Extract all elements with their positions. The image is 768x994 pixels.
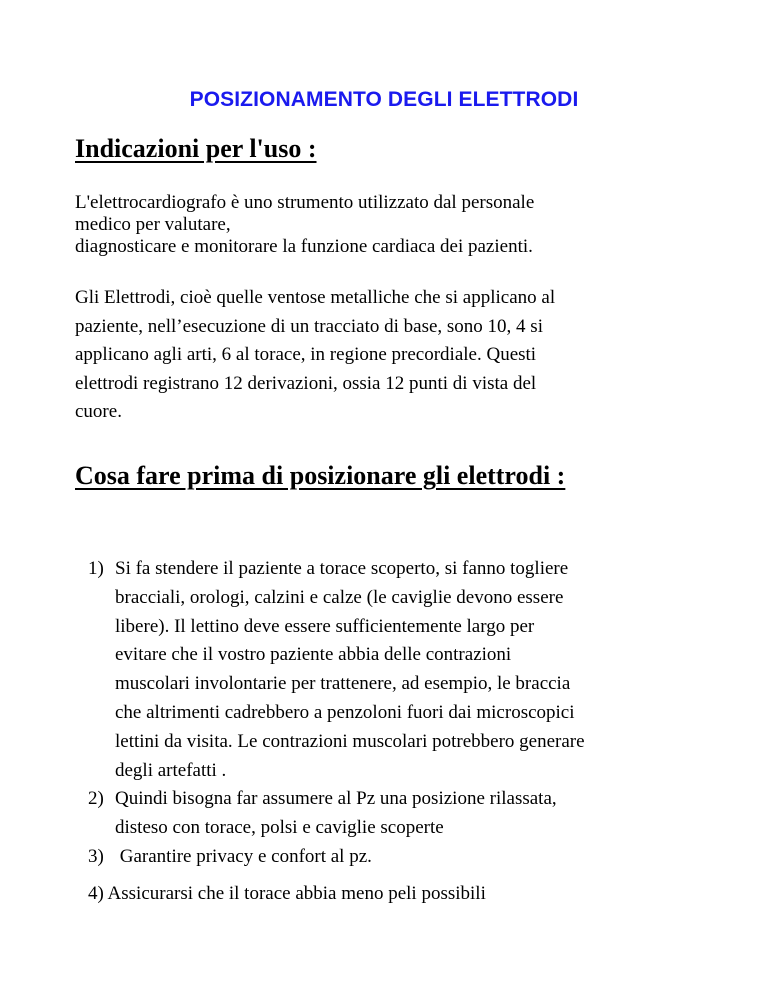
list-item-number: 3) — [88, 845, 104, 867]
list-item-line: Garantire privacy e confort al pz. — [115, 845, 372, 867]
list-item-number: 2) — [88, 788, 104, 810]
document-title: POSIZIONAMENTO DEGLI ELETTRODI — [189, 88, 579, 111]
list-item-line: che altrimenti cadrebbero a penzoloni fuori dai microscopici — [115, 701, 575, 723]
list-item-text: Assicurarsi che il torace abbia meno peli possibili — [103, 883, 486, 904]
list-item — [88, 843, 728, 872]
heading-cosa-fare: Cosa fare prima di posizionare gli elettrodi : — [75, 461, 566, 490]
intro-line: L'elettrocardiografo è uno strumento utilizzato dal personale — [75, 192, 535, 213]
elettrodi-line: paziente, nell’esecuzione di un tracciato di base, sono 10, 4 si — [75, 315, 543, 337]
intro-line: medico per valutare, — [75, 214, 231, 235]
list-item — [88, 785, 728, 843]
list-item — [88, 555, 728, 785]
list-item-line: Quindi bisogna far assumere al Pz una posizione rilassata, — [115, 788, 557, 810]
elettrodi-line: elettrodi registrano 12 derivazioni, ossia 12 punti di vista del — [75, 372, 537, 394]
list-item-line: libere). Il lettino deve essere sufficientemente largo per — [115, 615, 535, 637]
intro-paragraph — [75, 192, 715, 258]
list-item-4 — [88, 880, 486, 909]
elettrodi-paragraph — [75, 284, 735, 427]
list-item-line: lettini da visita. Le contrazioni muscolari potrebbero generare — [115, 730, 585, 752]
list-item-number: 4) — [88, 883, 104, 904]
elettrodi-line: applicano agli arti, 6 al torace, in regione precordiale. Questi — [75, 344, 537, 365]
list-item-number: 1) — [88, 558, 104, 579]
list-item-line: bracciali, orologi, calzini e calze (le caviglie devono essere — [115, 586, 564, 608]
list-item-line: disteso con torace, polsi e caviglie scoperte — [115, 817, 444, 839]
list-item-line: evitare che il vostro paziente abbia delle contrazioni — [115, 644, 512, 666]
steps-list — [88, 555, 728, 872]
list-item-line: degli artefatti . — [115, 759, 227, 781]
list-item-line: muscolari involontarie per trattenere, ad esempio, le braccia — [115, 673, 571, 695]
elettrodi-line: cuore. — [75, 401, 122, 422]
list-item-line: Si fa stendere il paziente a torace scoperto, si fanno togliere — [115, 558, 569, 579]
intro-line: diagnosticare e monitorare la funzione cardiaca dei pazienti. — [75, 236, 533, 257]
heading-indicazioni: Indicazioni per l'uso : — [75, 134, 317, 163]
elettrodi-line: Gli Elettrodi, cioè quelle ventose metalliche che si applicano al — [75, 287, 556, 308]
